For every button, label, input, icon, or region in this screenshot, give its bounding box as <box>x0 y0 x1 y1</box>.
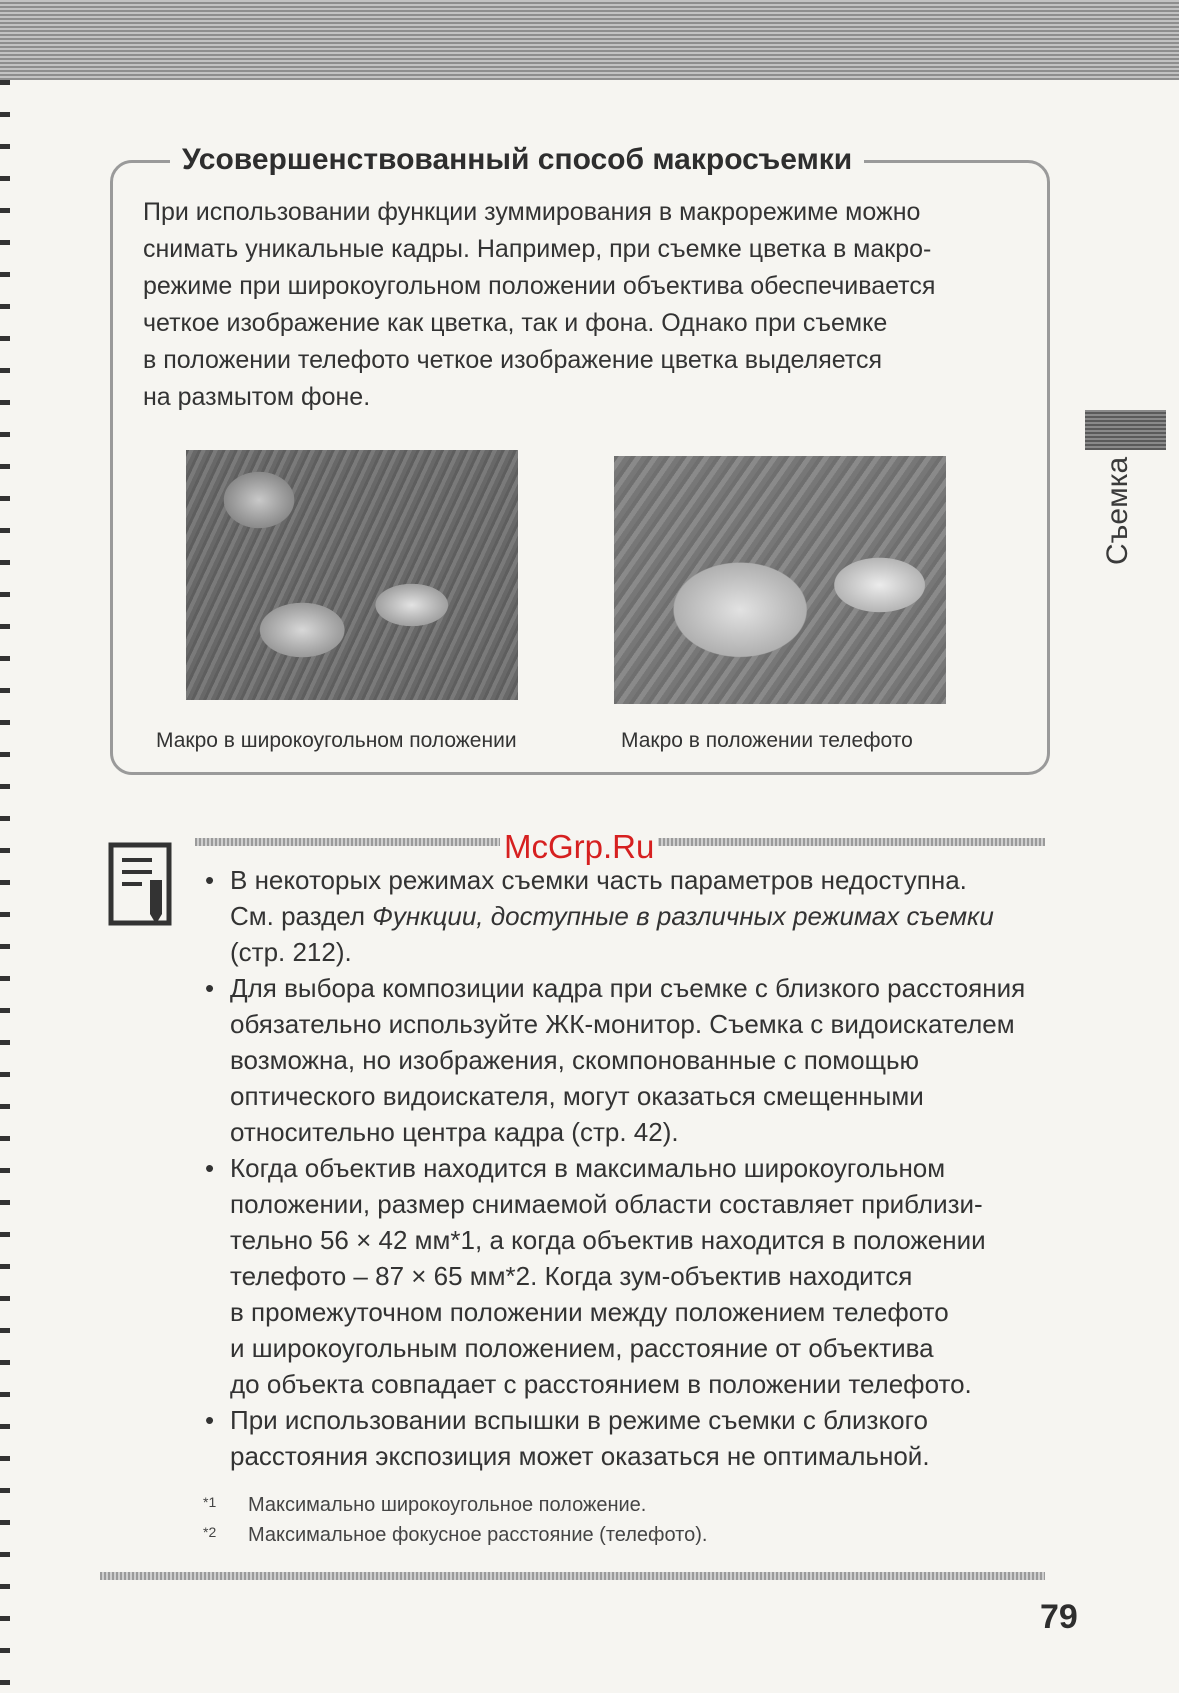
note-pencil-icon <box>108 842 172 926</box>
macro-text-line: снимать уникальные кадры. Например, при съемке цветка в макро- <box>143 235 932 263</box>
macro-tele-photo <box>614 456 946 704</box>
scan-top-bar <box>0 0 1179 80</box>
spiral-binding <box>0 80 10 1693</box>
footer-rule <box>100 1572 1045 1580</box>
note-line: • При использовании вспышки в режиме съемки с близкого <box>230 1405 928 1435</box>
note-item <box>205 1150 1055 1402</box>
note-line: обязательно используйте ЖК-монитор. Съемка с видоискателем <box>230 1009 1015 1039</box>
macro-text-line: При использовании функции зуммирования в макрорежиме можно <box>143 198 921 226</box>
note-line: относительно центра кадра (стр. 42). <box>230 1117 679 1147</box>
note-line: до объекта совпадает с расстоянием в положении телефото. <box>230 1369 972 1399</box>
note-line: (стр. 212). <box>230 937 352 967</box>
note-line: положении, размер снимаемой области составляет приблизи- <box>230 1189 983 1219</box>
note-line: • Когда объектив находится в максимально широкоугольном <box>230 1153 946 1183</box>
note-line: в промежуточном положении между положением телефото <box>230 1297 949 1327</box>
macro-text-line: на размытом фоне. <box>143 383 371 411</box>
note-line: и широкоугольным положением, расстояние от объектива <box>230 1333 934 1363</box>
macro-tele-caption: Макро в положении телефото <box>621 729 913 752</box>
section-tab-label: Съемка <box>1101 456 1134 565</box>
macro-wide-caption: Макро в широкоугольном положении <box>156 729 517 752</box>
macro-box-title: Усовершенствованный способ макросъемки <box>170 143 864 177</box>
watermark: McGrp.Ru <box>500 828 658 866</box>
note-line: телефото – 87 × 65 мм*2. Когда зум-объектив находится <box>230 1261 913 1291</box>
footnote <box>203 1524 707 1547</box>
note-reference: Функции, доступные в различных режимах съемки <box>372 901 994 931</box>
note-line: тельно 56 × 42 мм*1, а когда объектив находится в положении <box>230 1225 986 1255</box>
section-tab-marker <box>1085 410 1166 450</box>
footnote-mark: *1 <box>203 1494 217 1510</box>
macro-wide-photo <box>186 450 518 700</box>
footnote-text: Максимально широкоугольное положение. <box>248 1494 647 1516</box>
note-line: расстояния экспозиция может оказаться не оптимальной. <box>230 1441 930 1471</box>
macro-text-line: режиме при широкоугольном положении объектива обеспечивается <box>143 272 936 300</box>
page-number: 79 <box>1040 1598 1078 1636</box>
note-item <box>205 970 1055 1150</box>
macro-box-text <box>143 194 1023 416</box>
macro-text-line: четкое изображение как цветка, так и фона. Однако при съемке <box>143 309 888 337</box>
note-line: См. раздел Функции, доступные в различных режимах съемки <box>230 901 994 931</box>
note-line: • Для выбора композиции кадра при съемке с близкого расстояния <box>230 973 1026 1003</box>
note-line: • В некоторых режимах съемки часть параметров недоступна. <box>230 865 967 895</box>
macro-text-line: в положении телефото четкое изображение цветка выделяется <box>143 346 883 374</box>
note-line: возможна, но изображения, скомпонованные с помощью <box>230 1045 919 1075</box>
footnote-text: Максимальное фокусное расстояние (телефото). <box>248 1524 708 1546</box>
note-line: оптического видоискателя, могут оказаться смещенными <box>230 1081 924 1111</box>
footnote-mark: *2 <box>203 1524 217 1540</box>
note-item <box>205 1402 1055 1474</box>
notes-list <box>205 862 1055 1474</box>
note-item <box>205 862 1055 970</box>
footnote <box>203 1494 646 1517</box>
